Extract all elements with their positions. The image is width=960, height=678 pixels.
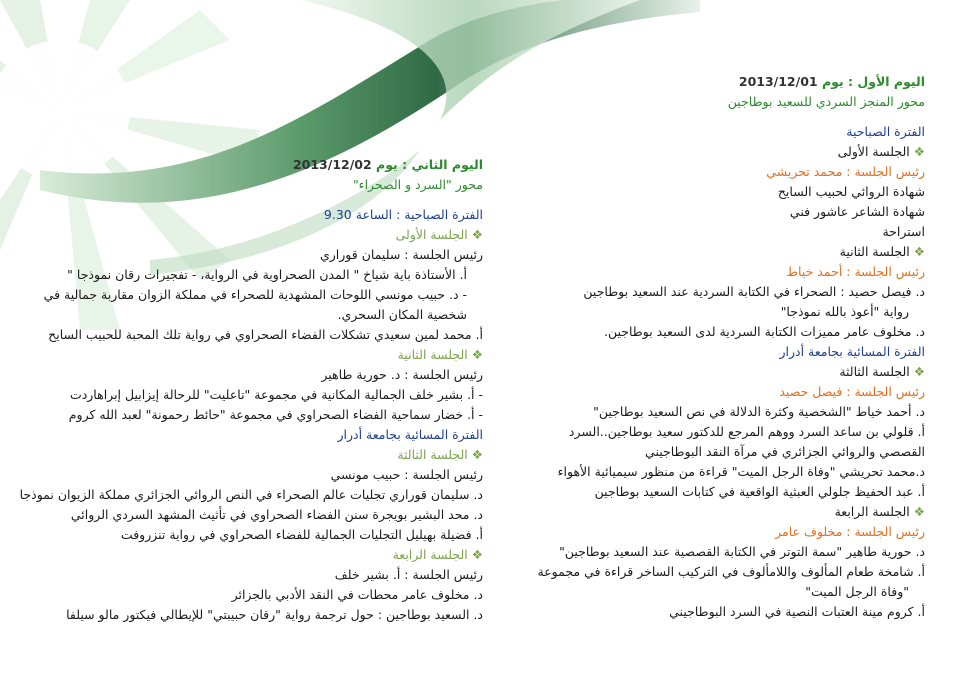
day-one-column (537, 72, 925, 622)
day-two-heading (28, 155, 483, 175)
list-item: شهادة الشاعر عاشور فني (789, 204, 925, 219)
diamond-bullet-icon: ❖ (913, 144, 925, 159)
list-item: د. مخلوف عامر محطات في النقد الأدبي بالجزائر (231, 587, 483, 602)
list-item: أ. شامخة طعام المألوف واللامألوف في التركيب الساخر قراءة في مجموعة (537, 564, 925, 579)
list-item: د.محمد تحريشي "وفاة الرجل الميت" قراءة من منظور سيميائية الأهواء (557, 464, 925, 479)
list-item: أ. قلولي بن ساعد السرد ووهم المرجع للدكتور سعيد بوطاجين..السرد (568, 424, 925, 439)
list-item: أ. الأستاذة باية شياخ " المدن الصحراوية في الرواية، - تفجيرات رقان نموذجا " (67, 267, 467, 282)
list-item: د. أحمد خياط "الشخصية وكثرة الدلالة في نص السعيد بوطاجين" (593, 404, 925, 419)
session-two-title: ❖الجلسة الثانية (397, 347, 483, 362)
list-item: د. مخلوف عامر مميزات الكتابة السردية لدى السعيد بوطاجين. (604, 324, 925, 339)
list-item: - د. حبيب مونسي اللوحات المشهدية للصحراء في مملكة الزوان مقاربة جمالية في شخصية المكان السحري. (43, 287, 467, 322)
session-one-chair: رئيس الجلسة : محمد تحريشي (766, 164, 925, 179)
list-item: د. محد البشير بويجرة سنن الفضاء الصحراوي في تأثيث المشهد السردي الروائي (70, 507, 483, 522)
diamond-bullet-icon: ❖ (913, 504, 925, 519)
session-four-chair: رئيس الجلسة : أ. بشير خلف (334, 567, 483, 582)
day-two-label: اليوم الثاني : يوم (376, 157, 483, 172)
list-item: "وفاة الرجل الميت" (805, 584, 909, 599)
list-item: - أ. بشير خلف الجمالية المكانية في مجموعة "تاعليت" للرحالة إيزابيل إبراهاردت (69, 387, 483, 402)
diamond-bullet-icon: ❖ (471, 347, 483, 362)
list-item: د. سليمان قوراري تجليات عالم الصحراء في النص الروائي الجزائري مملكة الزيوان نموذجا (19, 487, 483, 502)
day-one-morning: الفترة الصباحية (846, 124, 925, 139)
list-item: أ. كروم مينة العتبات النصية في السرد البوطاجيني (669, 604, 925, 619)
list-item: رواية "أعوذ بالله نموذجا" (780, 304, 909, 319)
session-one-title: ❖الجلسة الأولى (395, 227, 483, 242)
session-three-title: ❖الجلسة الثالثة (839, 364, 925, 379)
list-item: د. السعيد بوطاجين : حول ترجمة رواية "رقان حبيبتي" للإيطالي فيكتور مالو سيلفا (66, 607, 483, 622)
diamond-bullet-icon: ❖ (471, 547, 483, 562)
list-item: د. حورية طاهير "سمة التوتر في الكتابة القصصية عند السعيد بوطاجين" (559, 544, 925, 559)
session-two-chair: رئيس الجلسة : د. حورية طاهير (321, 367, 483, 382)
diamond-bullet-icon: ❖ (913, 244, 925, 259)
day-two-column (19, 155, 483, 625)
day-two-axis: محور "السرد و الصحراء" (352, 177, 483, 192)
list-item: شهادة الروائي لحبيب السايح (777, 184, 925, 199)
session-three-chair: رئيس الجلسة : فيصل حصيد (779, 384, 925, 399)
session-three-chair: رئيس الجلسة : حبيب مونسي (330, 467, 483, 482)
session-four-title: ❖الجلسة الرابعة (392, 547, 483, 562)
list-item: استراحة (882, 224, 925, 239)
day-one-heading (540, 72, 925, 92)
session-four-title: ❖الجلسة الرابعة (834, 504, 925, 519)
list-item: أ. محمد لمين سعيدي تشكلات الفضاء الصحراوي في رواية تلك المحبة للحبيب السايح (48, 327, 483, 342)
session-three-title: ❖الجلسة الثالثة (397, 447, 483, 462)
day-two-evening: الفترة المسائية بجامعة أدرار (337, 427, 483, 442)
session-two-chair: رئيس الجلسة : أحمد خياط (786, 264, 925, 279)
list-item: أ. فضيلة بهيليل التجليات الجمالية للفضاء الصحراوي في رواية تنزروفت (120, 527, 483, 542)
list-item: أ. عبد الحفيظ جلولي العبثية الواقعية في كتابات السعيد بوطاجين (594, 484, 925, 499)
session-one-chair: رئيس الجلسة : سليمان قوراري (319, 247, 483, 262)
list-item: د. فيصل حصيد : الصحراء في الكتابة السردية عند السعيد بوطاجين (583, 284, 925, 299)
day-one-date: 2013/12/01 (738, 74, 818, 89)
session-two-title: ❖الجلسة الثانية (839, 244, 925, 259)
diamond-bullet-icon: ❖ (471, 227, 483, 242)
day-two-date: 2013/12/02 (292, 157, 372, 172)
list-item: القصصي والروائي الجزائري في مرآة النقد البوطاجيني (645, 444, 925, 459)
diamond-bullet-icon: ❖ (913, 364, 925, 379)
day-one-evening: الفترة المسائية بجامعة أدرار (779, 344, 925, 359)
session-one-title: ❖الجلسة الأولى (837, 144, 925, 159)
session-four-chair: رئيس الجلسة : مخلوف عامر (775, 524, 925, 539)
list-item: - أ. خضار سماحية الفضاء الصحراوي في مجموعة "حائط رحمونة" لعبد الله كروم (68, 407, 483, 422)
day-one-axis: محور المنجز السردي للسعيد بوطاجين (727, 94, 925, 109)
day-two-morning: الفترة الصباحية : الساعة 9.30 (323, 207, 483, 222)
day-one-label: اليوم الأول : يوم (821, 74, 925, 89)
diamond-bullet-icon: ❖ (471, 447, 483, 462)
